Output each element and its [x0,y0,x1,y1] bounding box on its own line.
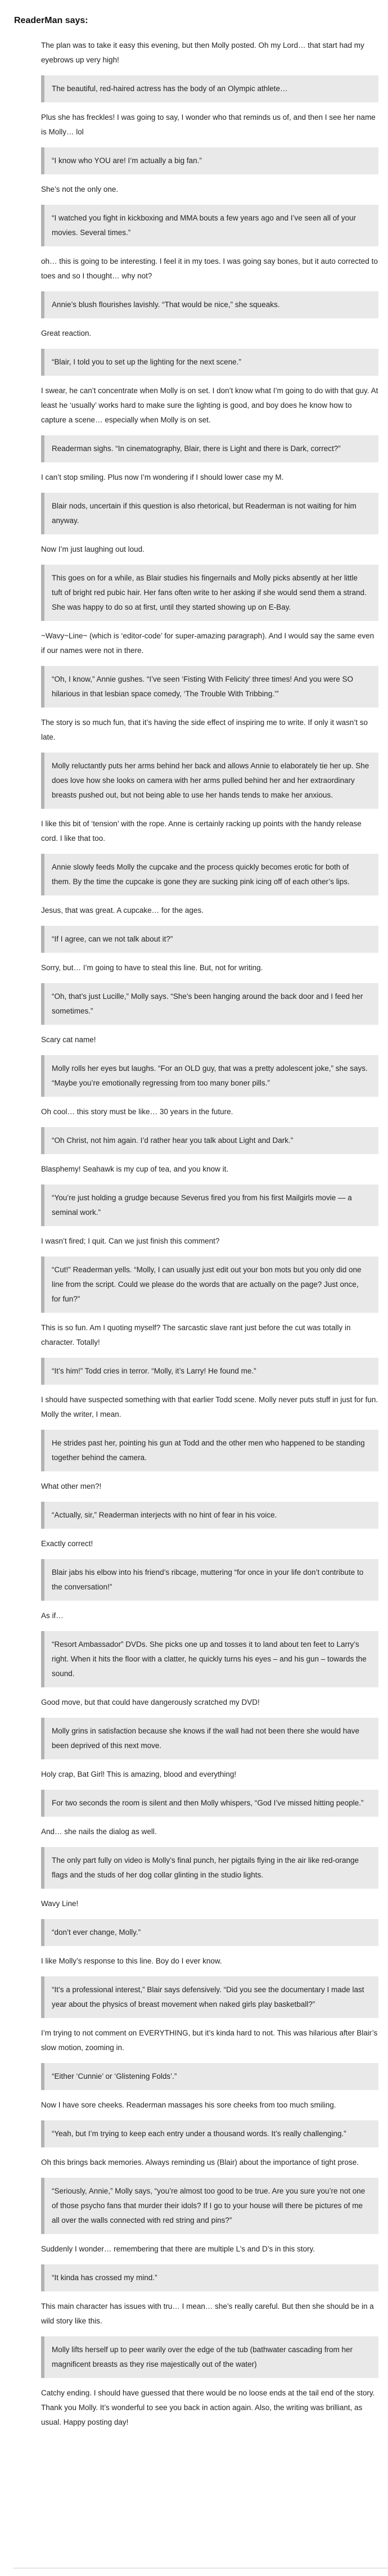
story-quote [41,2178,378,2234]
story-quote [41,565,378,621]
quote-text: He strides past her, pointing his gun at Todd and the other men who happened to be standing together behind the camera. [52,1439,365,1462]
quote-text: Annie slowly feeds Molly the cupcake and the process quickly becomes erotic for both of them. By the time the cupcake is gone they are sucking pink icing off of each other’s lips. [52,863,350,886]
commentary-paragraph: Now I’m just laughing out loud. [41,545,145,553]
commentary-paragraph: What other men?! [41,1482,102,1490]
quote-text: “Actually, sir,” Readerman interjects with no hint of fear in his voice. [52,1511,277,1519]
quote-text: Molly reluctantly puts her arms behind her back and allows Annie to elaborately tie her up. She does love how she looks on camera with her arms pulled behind her and her extraordinary breasts pushed out, but not being able to use her hands tends to make her anxious. [52,762,369,799]
commentary-paragraph: I wasn’t fired; I quit. Can we just finish this comment? [41,1237,220,1245]
quote-text: “I know who YOU are! I’m actually a big fan.” [52,156,202,165]
comment-author: ReaderMan says: [14,16,88,25]
commentary-paragraph: The story is so much fun, that it’s having the side effect of inspiring me to write. If only it wasn’t so late. [41,718,368,741]
quote-text: “Resort Ambassador” DVDs. She picks one up and tosses it to land about ten feet to Larry’s right. When it hits the floor with a clatter, he quickly turns his eyes – and his gun – towards the sound. [52,1640,367,1678]
commentary-paragraph: Scary cat name! [41,1035,96,1044]
story-quote [41,493,378,534]
commentary-paragraph: Holy crap, Bat Girl! This is amazing, blood and everything! [41,1770,237,1778]
quote-text: “Blair, I told you to set up the lighting for the next scene.” [52,358,241,366]
commentary-paragraph: I swear, he can’t concentrate when Molly is on set. I don’t know what I’m going to do with that guy. At least he ‘usually’ works hard to make sure the lighting is good, and boy does he know how to capture a scene… especially when Molly is on set. [41,386,378,424]
commentary-paragraph: I should have suspected something with that earlier Todd scene. Molly never puts stuff in just for fun. Molly the writer, I mean. [41,1395,378,1418]
quote-text: Blair nods, uncertain if this question is also rhetorical, but Readerman is not waiting for him anyway. [52,502,357,525]
quote-text: Molly rolls her eyes but laughs. “For an OLD guy, that was a pretty adolescent joke,” she says. “Maybe you’re emotionally regressing from too many boner pills.” [52,1064,368,1087]
quote-text: Readerman sighs. “In cinematography, Blair, there is Light and there is Dark, correct?” [52,444,341,453]
story-quote [41,1790,378,1817]
commentary-paragraph: Blasphemy! Seahawk is my cup of tea, and you know it. [41,1165,229,1173]
story-quote [41,1502,378,1529]
story-quote [41,666,378,708]
quote-text: “If I agree, can we not talk about it?” [52,935,173,943]
story-quote [41,2336,378,2378]
commentary-paragraph: Now I have sore cheeks. Readerman massages his sore cheeks from too much smiling. [41,2101,336,2109]
quote-text: “It’s a professional interest,” Blair says defensively. “Did you see the documentary I made last year about the physics of breast movement when naked girls play basketball?” [52,1985,364,2008]
comment-body [41,38,378,2430]
story-quote [41,291,378,318]
commentary-paragraph: Oh this brings back memories. Always reminding us (Blair) about the importance of tight prose. [41,2158,359,2167]
story-quote [41,205,378,246]
story-quote [41,1358,378,1385]
quote-text: Blair jabs his elbow into his friend’s ribcage, muttering “for once in your life don’t contribute to the conversation!” [52,1568,364,1591]
commentary-paragraph: Catchy ending. I should have guessed that there would be no loose ends at the tail end of the story. Thank you Molly. It’s wonderful to see you back in action again. Also, the writing was brilliant, as usual. Happy posting day! [41,2389,375,2426]
story-quote [41,75,378,102]
story-quote [41,1559,378,1601]
story-quote [41,753,378,809]
commentary-paragraph: Wavy Line! [41,1899,79,1908]
story-quote [41,1055,378,1097]
commentary-paragraph: The plan was to take it easy this evening, but then Molly posted. Oh my Lord… that start had my eyebrows up very high! [41,41,364,64]
story-quote [41,2264,378,2291]
commentary-paragraph: Oh cool… this story must be like… 30 years in the future. [41,1107,233,1116]
story-quote [41,1847,378,1889]
story-quote [41,1976,378,2018]
commentary-paragraph: I like this bit of ‘tension’ with the rope. Anne is certainly racking up points with the handy release cord. I like that too. [41,819,362,843]
quote-text: Molly grins in satisfaction because she knows if the wall had not been there she would have been deprived of this next move. [52,1727,360,1750]
quote-text: “It’s him!” Todd cries in terror. “Molly, it’s Larry! He found me.” [52,1367,256,1375]
quote-text: “Cut!” Readerman yells. “Molly, I can usually just edit out your bon mots but you only did one line from the script. Could we please do the words that are actually on the page? Just once, for fun?” [52,1266,362,1303]
commentary-paragraph: This main character has issues with tru… I mean… she’s really careful. But then she should be in a wild story like this. [41,2302,374,2325]
quote-text: “Seriously, Annie,” Molly says, “you’re almost too good to be true. Are you sure you’re not one of those psycho fans that murder their idols? If I go to your house will there be pictures of me all over the walls connected with red string and pins?” [52,2187,366,2224]
quote-text: “It kinda has crossed my mind.” [52,2273,157,2282]
commentary-paragraph: Good move, but that could have dangerously scratched my DVD! [41,1698,260,1706]
story-quote [41,1257,378,1313]
story-quote [41,2063,378,2090]
quote-text: “Oh Christ, not him again. I’d rather hear you talk about Light and Dark.” [52,1136,294,1145]
story-quote [41,349,378,376]
commentary-paragraph: I’m trying to not comment on EVERYTHING, but it’s kinda hard to not. This was hilarious after Blair’s slow motion, zooming in. [41,2029,378,2052]
story-quote [41,1185,378,1226]
story-quote [41,147,378,174]
story-quote [41,926,378,953]
quote-text: “You’re just holding a grudge because Severus fired you from his first Mailgirls movie — a seminal work.” [52,1194,352,1217]
story-quote [41,435,378,462]
commentary-paragraph: She’s not the only one. [41,185,119,193]
commentary-paragraph: Exactly correct! [41,1539,93,1548]
quote-text: For two seconds the room is silent and then Molly whispers, “God I’ve missed hitting people.” [52,1799,364,1807]
story-quote [41,1430,378,1471]
commentary-paragraph: Sorry, but… I’m going to have to steal this line. But, not for writing. [41,963,263,972]
quote-text: Molly lifts herself up to peer warily over the edge of the tub (bathwater cascading from her magnificent breasts as they rise majestically out of the water) [52,2345,353,2368]
quote-text: “Oh, I know,” Annie gushes. “I’ve seen ‘Fisting With Felicity’ three times! And you were SO hilarious in that lesbian space comedy, ‘The Trouble With Tribbing.’” [52,675,353,698]
quote-text: “Oh, that’s just Lucille,” Molly says. “She’s been hanging around the back door and I feed her sometimes.” [52,992,363,1015]
story-quote [41,1919,378,1946]
commentary-paragraph: I like Molly’s response to this line. Boy do I ever know. [41,1957,222,1965]
story-quote [41,1718,378,1759]
commentary-paragraph: I can’t stop smiling. Plus now I’m wondering if I should lower case my M. [41,473,284,481]
story-quote [41,1127,378,1154]
quote-text: “Either ‘Cunnie’ or ‘Glistening Folds’.” [52,2072,177,2080]
commentary-paragraph: oh… this is going to be interesting. I feel it in my toes. I was going say bones, but it auto corrected to toes and so I thought… why not? [41,257,378,280]
quote-text: “Yeah, but I’m trying to keep each entry under a thousand words. It’s really challenging.” [52,2129,346,2138]
commentary-paragraph: This is so fun. Am I quoting myself? The sarcastic slave rant just before the cut was totally in character. Totally! [41,1323,351,1346]
story-quote [41,1631,378,1687]
commentary-paragraph: Plus she has freckles! I was going to say, I wonder who that reminds us of, and then I see her name is Molly… lol [41,113,376,136]
quote-text: The beautiful, red-haired actress has the body of an Olympic athlete… [52,84,288,93]
story-quote [41,983,378,1025]
quote-text: Annie’s blush flourishes lavishly. “That would be nice,” she squeaks. [52,300,280,309]
commentary-paragraph: Great reaction. [41,329,92,337]
commentary-paragraph: As if… [41,1611,64,1620]
story-quote [41,2120,378,2147]
quote-text: “don’t ever change, Molly.” [52,1928,141,1936]
quote-text: The only part fully on video is Molly’s final punch, her pigtails flying in the air like red-orange flags and the studs of her dog collar glinting in the studio lights. [52,1856,359,1879]
commentary-paragraph: Jesus, that was great. A cupcake… for the ages. [41,906,204,915]
bottom-divider [13,2568,388,2569]
quote-text: This goes on for a while, as Blair studies his fingernails and Molly picks absently at her little tuft of bright red pubic hair. Her fans often write to her asking if she would send them a strand. She was happy to do so at first, until they started showing up on E-Bay. [52,574,367,611]
commentary-paragraph: And… she nails the dialog as well. [41,1827,157,1836]
commentary-paragraph: ~Wavy~Line~ (which is ‘editor-code’ for super-amazing paragraph). And I would say the same even if our names were not in there. [41,632,375,655]
commentary-paragraph: Suddenly I wonder… remembering that there are multiple L’s and D’s in this story. [41,2245,315,2253]
quote-text: “I watched you fight in kickboxing and MMA bouts a few years ago and I’ve seen all of your movies. Several times.” [52,214,357,237]
story-quote [41,854,378,895]
